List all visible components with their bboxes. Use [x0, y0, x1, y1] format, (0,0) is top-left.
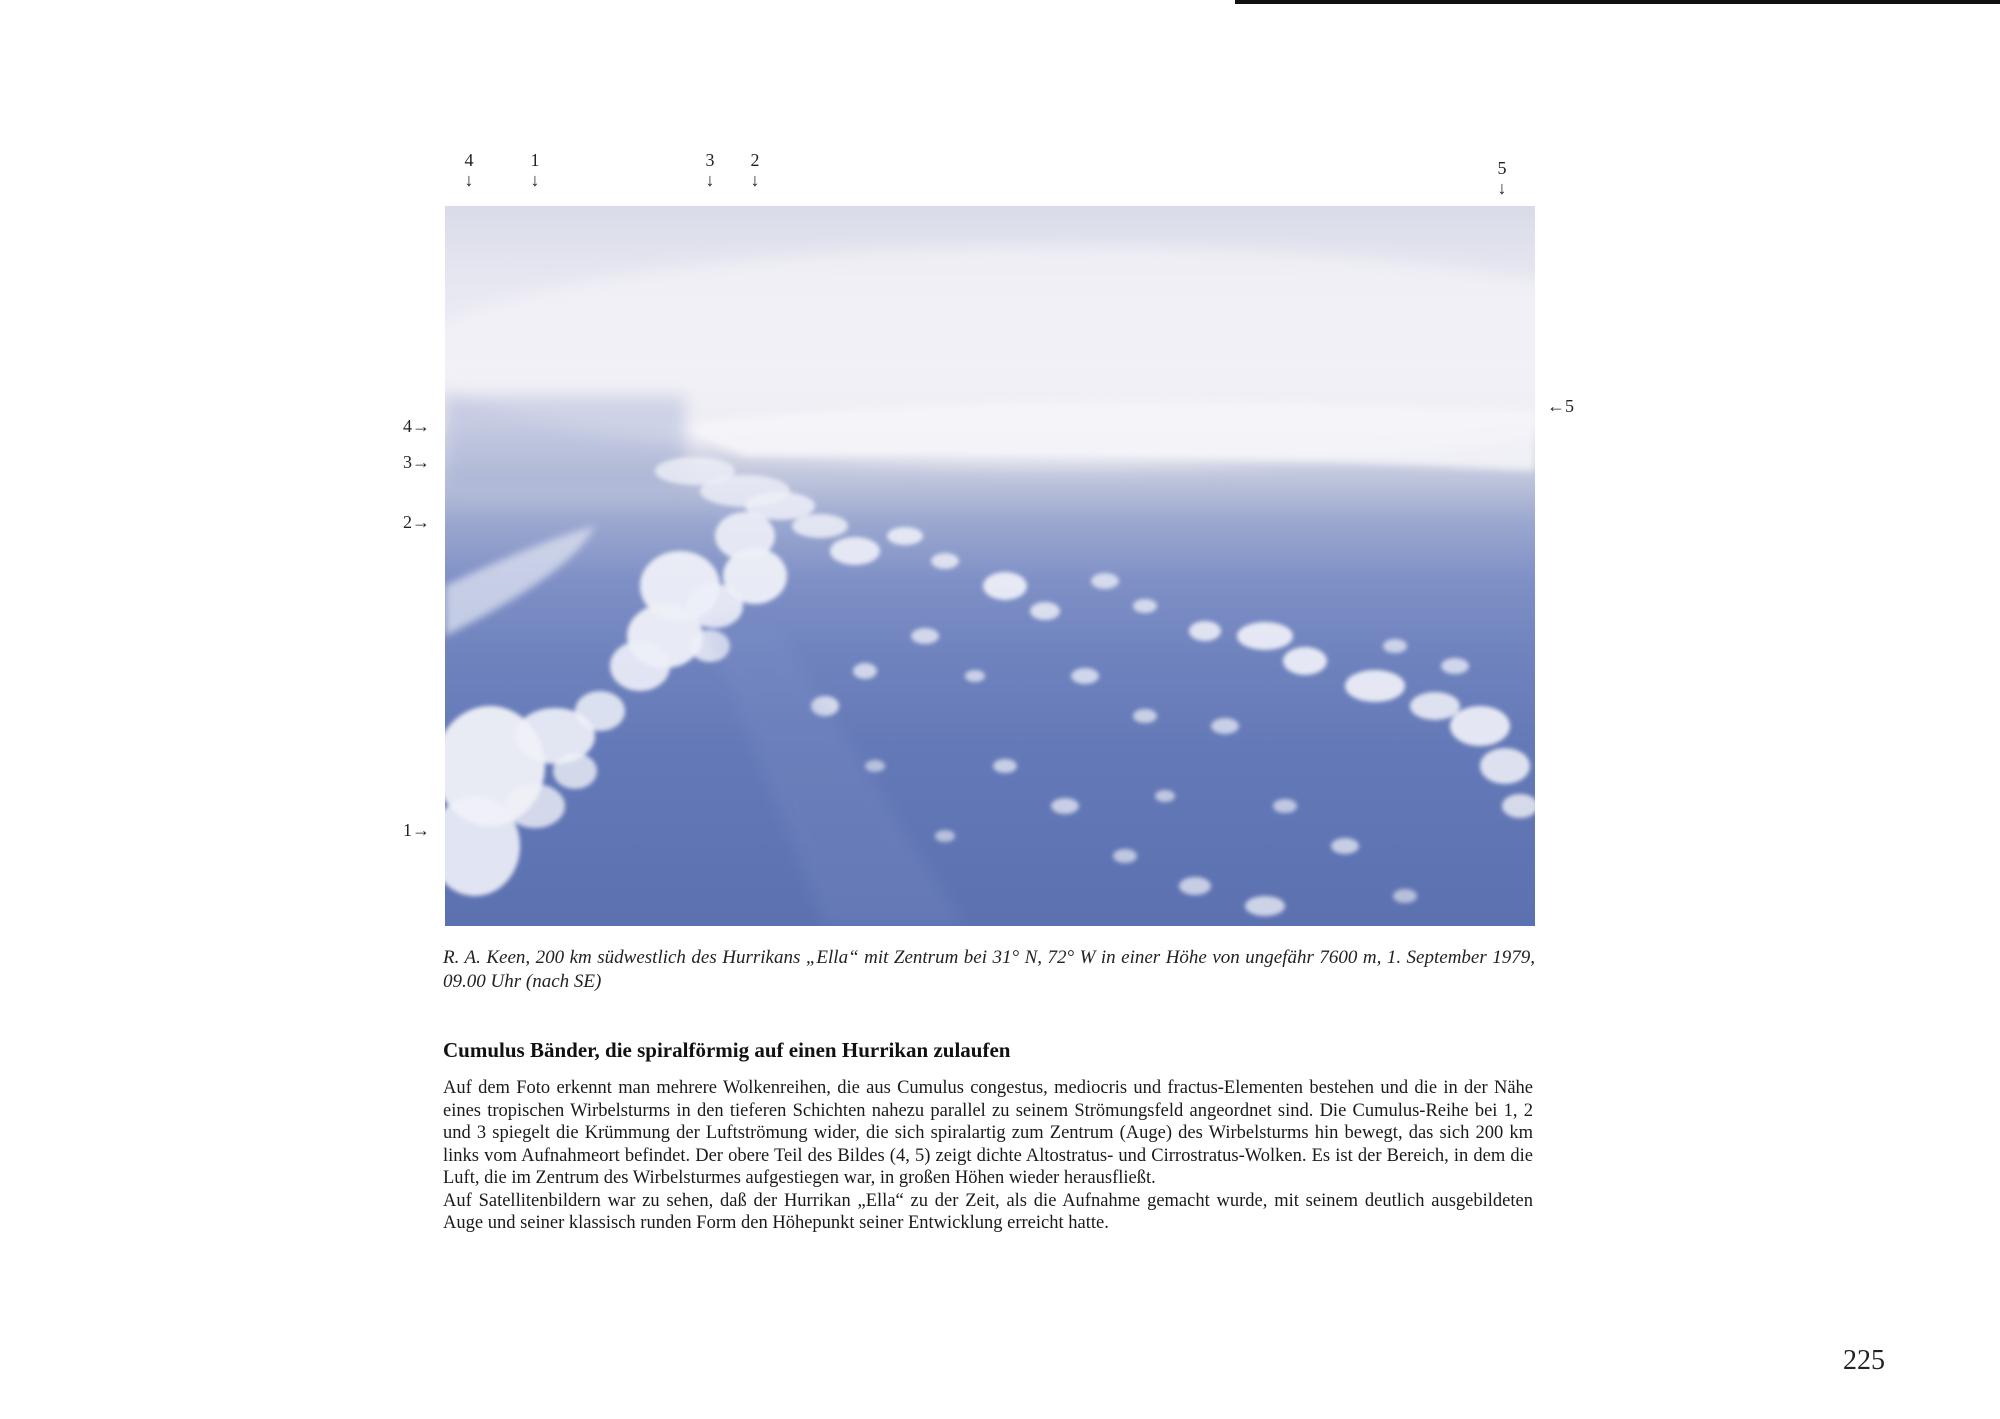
top-marker-1: 1 ↓	[530, 150, 540, 190]
section-heading: Cumulus Bänder, die spiralförmig auf einen Hurrikan zulaufen	[443, 1038, 1011, 1062]
side-marker-5-right: ←5	[1547, 396, 1574, 416]
side-marker-4: 4→	[403, 416, 430, 436]
top-rule	[1235, 0, 2000, 4]
page-number: 225	[1843, 1345, 1885, 1376]
figure-caption: R. A. Keen, 200 km südwestlich des Hurrikans „Ella“ mit Zentrum bei 31° N, 72° W in einer Höhe von ungefähr 7600 m, 1. September 1979, 09.00 Uhr (nach SE)	[443, 947, 1535, 992]
top-marker-4: 4 ↓	[464, 150, 474, 190]
body-text	[443, 1077, 1533, 1235]
side-marker-3: 3→	[403, 452, 430, 472]
body-paragraph: Auf dem Foto erkennt man mehrere Wolkenreihen, die aus Cumulus congestus, mediocris und fractus-Elementen bestehen und die in der Nähe eines tropischen Wirbelsturms in den tieferen Schichten nahezu parallel zu seinem Strömungsfeld angeordnet sind. Die Cumulus-Reihe bei 1, 2 und 3 spiegelt die Krümmung der Luftströmung wider, die sich spiralartig zum Zentrum (Auge) des Wirbelsturms hin bewegt, das sich 200 km links vom Aufnahmeort befindet. Der obere Teil des Bildes (4, 5) zeigt dichte Altostratus- und Cirrostratus-Wolken. Es ist der Bereich, in dem die Luft, die im Zentrum des Wirbelsturmes aufgestiegen war, in großen Höhen wieder herausfließt.	[443, 1078, 1533, 1188]
body-paragraph: Auf Satellitenbildern war zu sehen, daß der Hurrikan „Ella“ zu der Zeit, als die Aufnahme gemacht wurde, mit seinem deutlich ausgebildeten Auge und seiner klassisch runden Form den Höhepunkt seiner Entwicklung erreicht hatte.	[443, 1190, 1533, 1233]
top-marker-2: 2 ↓	[750, 150, 760, 190]
side-marker-2: 2→	[403, 512, 430, 532]
hurricane-cloud-photo	[445, 206, 1535, 926]
top-marker-3: 3 ↓	[705, 150, 715, 190]
top-marker-5: 5 ↓	[1497, 158, 1507, 198]
side-marker-1: 1→	[403, 820, 430, 840]
